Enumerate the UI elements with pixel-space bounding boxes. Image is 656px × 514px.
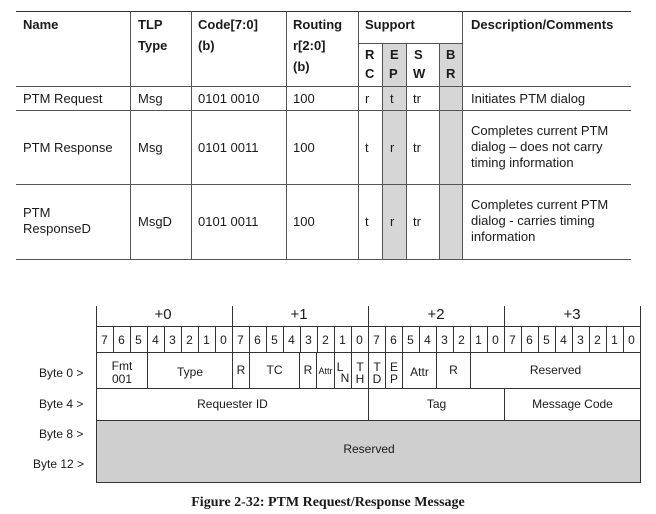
header-routing-line3: (b): [293, 59, 310, 74]
bit-number: 2: [322, 333, 329, 347]
bit-tick: [487, 326, 488, 352]
bit-number: 6: [118, 333, 125, 347]
bit-tick: [555, 326, 556, 352]
header-sub-br-top: B: [446, 47, 456, 62]
field-reserved-byte0: Reserved: [529, 363, 582, 377]
bit-number: 7: [509, 333, 516, 347]
field-th-line2: H: [355, 372, 365, 386]
row1-sw: tr: [413, 91, 421, 106]
header-code-line2: (b): [198, 38, 215, 53]
header-tlp-type-line2: Type: [138, 38, 168, 53]
bit-number: 4: [288, 333, 295, 347]
figure-caption: Figure 2-32: PTM Request/Response Message: [191, 495, 465, 510]
bit-number: 3: [305, 333, 312, 347]
header-sub-sw-top: S: [414, 47, 423, 62]
bit-tick: [198, 326, 199, 352]
bit-number: 3: [441, 333, 448, 347]
row3-code: 0101 0011: [198, 214, 259, 229]
bit-tick: [589, 326, 590, 352]
header-routing-line2: r[2:0]: [293, 38, 326, 53]
bit-tick: [351, 326, 352, 352]
field-fmt-line1: Fmt: [111, 359, 133, 373]
bit-tick: [402, 326, 403, 352]
byte-boundary-tick: [232, 306, 233, 352]
bit-number: 1: [203, 333, 210, 347]
row2-name: PTM Response: [23, 140, 113, 155]
bit-number: 7: [237, 333, 244, 347]
bit-tick: [419, 326, 420, 352]
grid-line-left: [96, 306, 97, 483]
header-code-line1: Code[7:0]: [198, 17, 258, 32]
bit-number: 0: [356, 333, 363, 347]
header-tlp-type-line1: TLP: [138, 17, 163, 32]
bit-number: 3: [169, 333, 176, 347]
field-fmt-line2: 001: [111, 372, 133, 386]
row3-name-line2: ResponseD: [23, 221, 91, 236]
bit-tick: [249, 326, 250, 352]
row-label-byte0: Byte 0 >: [39, 366, 84, 380]
row1-ep: t: [390, 91, 394, 106]
bit-tick: [164, 326, 165, 352]
field-th-line1: T: [356, 360, 364, 374]
row1-code: 0101 0010: [198, 91, 260, 106]
row3-type: MsgD: [138, 214, 172, 229]
row-label-byte8: Byte 8 >: [39, 427, 84, 441]
row1-type: Msg: [138, 91, 163, 106]
field-ep-line1: E: [389, 360, 398, 374]
row2-rc: t: [365, 140, 369, 155]
row-label-byte12: Byte 12 >: [33, 457, 85, 471]
bit-tick: [453, 326, 454, 352]
bit-tick: [283, 326, 284, 352]
byte-header-0: +0: [154, 306, 172, 323]
bit-number: 2: [186, 333, 193, 347]
header-sub-sw-bottom: W: [413, 66, 426, 81]
byte-header-1: +1: [290, 306, 308, 323]
bit-tick: [606, 326, 607, 352]
field-requester-id: Requester ID: [197, 397, 268, 411]
header-name: Name: [23, 17, 59, 32]
bit-number: 6: [254, 333, 261, 347]
bit-tick: [470, 326, 471, 352]
bit-number: 3: [577, 333, 584, 347]
byte-header-2: +2: [427, 306, 445, 323]
bit-tick: [538, 326, 539, 352]
row3-sw: tr: [413, 214, 421, 229]
bit-number: 5: [271, 333, 278, 347]
header-sub-br-bottom: R: [446, 66, 456, 81]
row1-rc: r: [365, 91, 370, 106]
bit-number: 2: [458, 333, 465, 347]
header-description: Description/Comments: [471, 17, 614, 32]
row2-sw: tr: [413, 140, 421, 155]
bit-number: 0: [220, 333, 227, 347]
row-label-byte4: Byte 4 >: [39, 397, 84, 411]
field-type: Type: [176, 365, 203, 379]
field-attr-small: Attr: [318, 366, 333, 376]
grid-line-right: [640, 326, 641, 483]
field-reserved-block: Reserved: [343, 442, 395, 456]
row3-rc: t: [365, 214, 369, 229]
header-sub-ep-bottom: P: [389, 66, 398, 81]
row2-ep: r: [390, 140, 395, 155]
bit-number: 1: [475, 333, 482, 347]
field-r-3: R: [449, 363, 458, 377]
bit-tick: [385, 326, 386, 352]
bit-number: 5: [543, 333, 550, 347]
bit-number: 6: [526, 333, 533, 347]
header-support: Support: [365, 17, 415, 32]
row3-description: Completes current PTM dialog - carries timing information: [471, 197, 609, 244]
header-sub-rc-top: R: [365, 47, 375, 62]
bit-tick: [436, 326, 437, 352]
row2-type: Msg: [138, 140, 163, 155]
bit-number: 4: [560, 333, 567, 347]
field-td-line2: D: [372, 372, 382, 386]
header-routing-line1: Routing: [293, 17, 343, 32]
bit-tick: [572, 326, 573, 352]
bit-number: 5: [407, 333, 414, 347]
field-ln-line1: L: [336, 360, 344, 374]
field-r-1: R: [236, 363, 246, 377]
row1-description: Initiates PTM dialog: [471, 91, 586, 106]
bit-tick: [623, 326, 624, 352]
bit-tick: [300, 326, 301, 352]
bit-number: 2: [594, 333, 601, 347]
row2-routing: 100: [293, 140, 315, 155]
bit-number: 7: [373, 333, 380, 347]
byte-boundary-tick: [504, 306, 505, 352]
header-sub-rc-bottom: C: [365, 66, 375, 81]
bit-tick: [215, 326, 216, 352]
byte-header-3: +3: [563, 306, 581, 323]
bit-number: 4: [152, 333, 159, 347]
row3-name-line1: PTM: [23, 205, 51, 220]
row1-routing: 100: [293, 91, 315, 106]
bit-number: 6: [390, 333, 397, 347]
row3-ep: r: [390, 214, 395, 229]
bit-tick: [266, 326, 267, 352]
byte-boundary-tick: [368, 306, 369, 352]
bit-tick: [334, 326, 335, 352]
bit-tick: [147, 326, 148, 352]
field-ep-line2: P: [389, 372, 398, 386]
field-attr: Attr: [410, 365, 429, 379]
field-ln-line2: N: [340, 371, 350, 385]
header-sub-ep-top: E: [390, 47, 399, 62]
bit-tick: [181, 326, 182, 352]
field-tc: TC: [266, 363, 283, 377]
row2-description: Completes current PTM dialog – does not carry timing information: [471, 123, 609, 170]
bit-tick: [317, 326, 318, 352]
field-td-line1: T: [373, 360, 381, 374]
bit-tick: [130, 326, 131, 352]
row3-routing: 100: [293, 214, 315, 229]
bit-number: 0: [628, 333, 635, 347]
field-r-2: R: [303, 363, 313, 377]
grid-line-bottom: [96, 482, 641, 483]
bit-number: 1: [611, 333, 618, 347]
bit-tick: [521, 326, 522, 352]
row1-name: PTM Request: [23, 91, 103, 106]
bit-number: 4: [424, 333, 431, 347]
bit-number: 5: [135, 333, 142, 347]
bit-number: 0: [492, 333, 499, 347]
bit-tick: [113, 326, 114, 352]
field-message-code: Message Code: [532, 397, 613, 411]
bit-number: 7: [101, 333, 108, 347]
field-tag: Tag: [426, 397, 447, 411]
bit-number: 1: [339, 333, 346, 347]
grid-line-byte4-bottom: [96, 420, 641, 421]
row2-code: 0101 0011: [198, 140, 259, 155]
